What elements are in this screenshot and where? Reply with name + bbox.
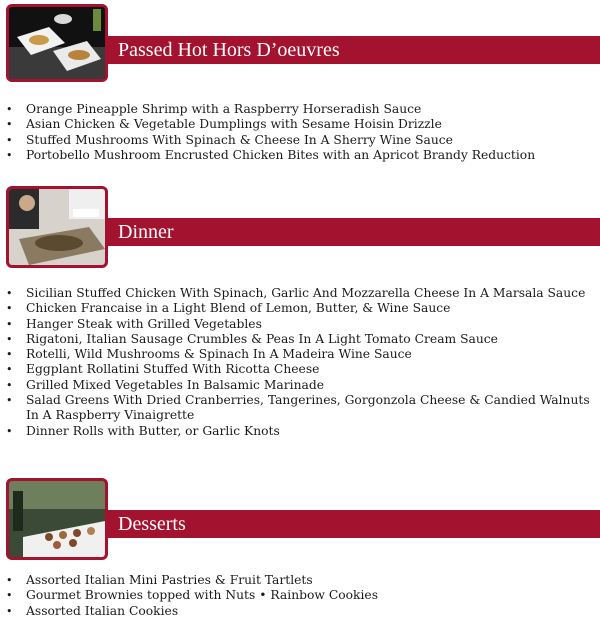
desserts-list bbox=[0, 573, 592, 619]
section-title: Desserts bbox=[118, 513, 186, 535]
list-item: • Eggplant Rollatini Stuffed With Ricotta Cheese bbox=[0, 362, 592, 377]
list-item: • Portobello Mushroom Encrusted Chicken Bites with an Apricot Brandy Reduction bbox=[0, 148, 592, 163]
hors-doeuvres-photo-icon bbox=[6, 4, 108, 82]
list-item: • Rigatoni, Italian Sausage Crumbles & Peas In A Light Tomato Cream Sauce bbox=[0, 332, 592, 347]
dinner-service-photo-icon bbox=[6, 186, 108, 268]
list-item: • Assorted Italian Cookies bbox=[0, 604, 592, 619]
list-item: • Dinner Rolls with Butter, or Garlic Knots bbox=[0, 424, 592, 439]
list-item: • Gourmet Brownies topped with Nuts • Rainbow Cookies bbox=[0, 588, 592, 603]
hors-doeuvres-list bbox=[0, 102, 592, 163]
list-item: • Grilled Mixed Vegetables In Balsamic Marinade bbox=[0, 378, 592, 393]
list-item: • Stuffed Mushrooms With Spinach & Cheese In A Sherry Wine Sauce bbox=[0, 133, 592, 148]
dinner-list bbox=[0, 286, 592, 439]
list-item: • Asian Chicken & Vegetable Dumplings with Sesame Hoisin Drizzle bbox=[0, 117, 592, 132]
list-item: • Assorted Italian Mini Pastries & Fruit Tartlets bbox=[0, 573, 592, 588]
list-item: • Chicken Francaise in a Light Blend of Lemon, Butter, & Wine Sauce bbox=[0, 301, 592, 316]
section-title: Dinner bbox=[118, 221, 174, 243]
section-banner bbox=[100, 36, 600, 64]
list-item: • Orange Pineapple Shrimp with a Raspberry Horseradish Sauce bbox=[0, 102, 592, 117]
list-item: • Sicilian Stuffed Chicken With Spinach, Garlic And Mozzarella Cheese In A Marsala Sauce bbox=[0, 286, 592, 301]
dessert-table-photo-icon bbox=[6, 478, 108, 560]
list-item: • Rotelli, Wild Mushrooms & Spinach In A Madeira Wine Sauce bbox=[0, 347, 592, 362]
list-item: • Salad Greens With Dried Cranberries, Tangerines, Gorgonzola Cheese & Candied Walnuts In A Raspberry Vinaigrette bbox=[0, 393, 592, 424]
list-item: • Hanger Steak with Grilled Vegetables bbox=[0, 317, 592, 332]
section-banner bbox=[100, 510, 600, 538]
section-title: Passed Hot Hors D’oeuvres bbox=[118, 39, 340, 61]
section-banner bbox=[100, 218, 600, 246]
